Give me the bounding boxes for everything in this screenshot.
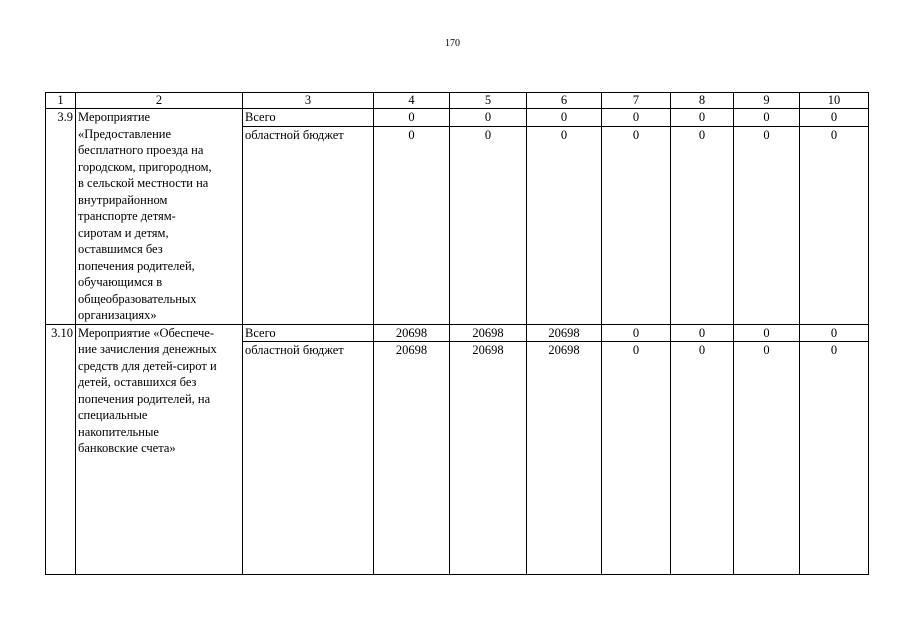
value-cell: 0 <box>527 109 602 127</box>
budget-table <box>45 92 869 575</box>
value-cell: 20698 <box>450 342 527 575</box>
col-header-4: 4 <box>374 93 450 109</box>
value-cell: 0 <box>671 109 734 127</box>
funding-label: областной бюджет <box>243 127 374 324</box>
funding-label: Всего <box>243 324 374 342</box>
funding-label: областной бюджет <box>243 342 374 575</box>
value-cell: 0 <box>374 109 450 127</box>
value-cell: 0 <box>800 109 869 127</box>
value-cell: 0 <box>374 127 450 324</box>
row-code: 3.10 <box>46 324 76 575</box>
value-cell: 0 <box>734 324 800 342</box>
col-header-1: 1 <box>46 93 76 109</box>
value-cell: 0 <box>734 342 800 575</box>
value-cell: 0 <box>671 342 734 575</box>
value-cell: 0 <box>671 324 734 342</box>
col-header-6: 6 <box>527 93 602 109</box>
value-cell: 0 <box>800 342 869 575</box>
table-row <box>46 109 869 127</box>
value-cell: 0 <box>602 324 671 342</box>
value-cell: 0 <box>527 127 602 324</box>
row-description: Мероприятие «Предоставление бесплатного проезда на городском, пригородном, в сельской местности на внутрирайонном транспорте детям- сиротам и детям, оставшимся без попечения родителей, обучающимся в общеобразовательных организациях» <box>76 109 243 325</box>
row-description: Мероприятие «Обеспече- ние зачисления денежных средств для детей-сирот и детей, оставшихся без попечения родителей, на специальные накопительные банковские счета» <box>76 324 243 575</box>
col-header-3: 3 <box>243 93 374 109</box>
value-cell: 0 <box>734 109 800 127</box>
row-code: 3.9 <box>46 109 76 325</box>
col-header-10: 10 <box>800 93 869 109</box>
col-header-2: 2 <box>76 93 243 109</box>
value-cell: 20698 <box>527 324 602 342</box>
value-cell: 0 <box>450 109 527 127</box>
value-cell: 20698 <box>527 342 602 575</box>
value-cell: 0 <box>450 127 527 324</box>
value-cell: 0 <box>800 324 869 342</box>
value-cell: 0 <box>602 342 671 575</box>
col-header-7: 7 <box>602 93 671 109</box>
col-header-5: 5 <box>450 93 527 109</box>
funding-label: Всего <box>243 109 374 127</box>
value-cell: 0 <box>734 127 800 324</box>
header-row <box>46 93 869 109</box>
value-cell: 0 <box>800 127 869 324</box>
value-cell: 0 <box>602 109 671 127</box>
value-cell: 20698 <box>450 324 527 342</box>
col-header-8: 8 <box>671 93 734 109</box>
value-cell: 20698 <box>374 342 450 575</box>
value-cell: 20698 <box>374 324 450 342</box>
value-cell: 0 <box>671 127 734 324</box>
value-cell: 0 <box>602 127 671 324</box>
table-row <box>46 324 869 342</box>
page-number: 170 <box>445 38 460 49</box>
col-header-9: 9 <box>734 93 800 109</box>
